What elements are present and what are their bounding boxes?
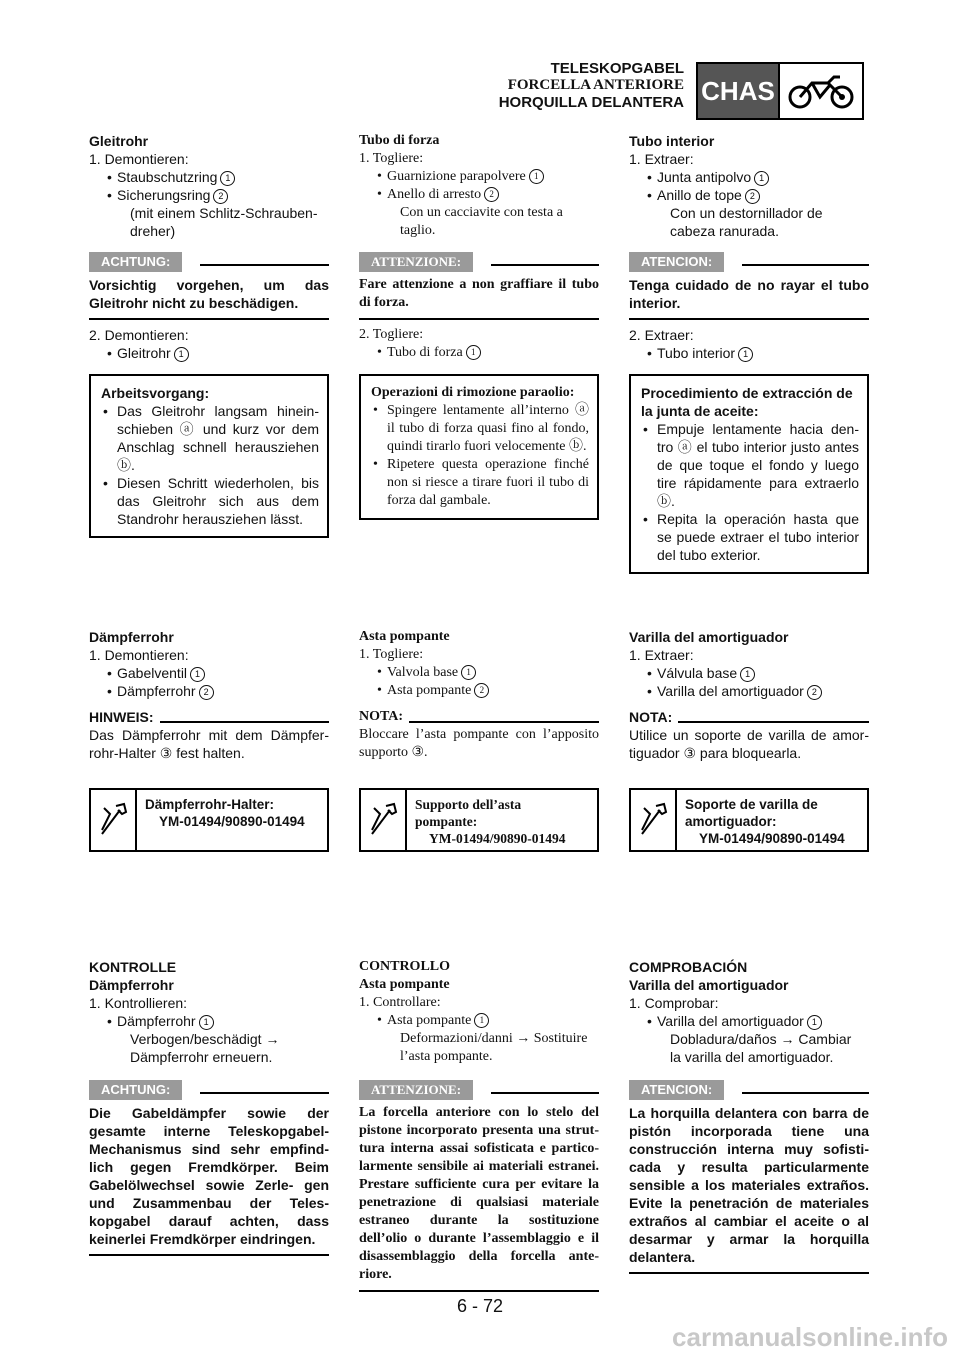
procedure-item: • Empuje lentamente hacia den- tro ⓐ el tubo interior justo antes de que toque el fondo y luego tire rápidamente para extraerlo ⓑ. [641, 420, 859, 510]
special-tool-text [407, 790, 597, 850]
note [629, 708, 869, 762]
section-1-es [629, 132, 869, 574]
bullet-item [89, 168, 329, 186]
special-tool-box [89, 788, 329, 852]
wrench-tool-icon [361, 790, 407, 850]
step-note: la varilla del amortiguador. [670, 1049, 834, 1065]
bullet-item-text: Dämpferrohr [117, 1013, 196, 1029]
bullet-item-text: Válvula base [657, 665, 738, 681]
warning-tag: ACHTUNG: [89, 1080, 182, 1100]
section-3-subtitle: Dämpferrohr [89, 977, 174, 993]
procedure-box [629, 374, 869, 574]
warning-rule [359, 1290, 599, 1292]
warning-1 [359, 252, 599, 320]
bullet-item-number: 1 [174, 347, 189, 362]
bullet-item-text: Staubschutzring [117, 169, 218, 185]
step-note: Verbogen/beschädigt → [130, 1031, 280, 1047]
section-2-title: Varilla del amortiguador [629, 629, 789, 645]
procedure-item: • Spingere lentamente all’interno ⓐ il tubo di forza quasi fino al fondo, quindi tirarlo fuori velocemente ⓑ. [371, 402, 589, 456]
note-line [678, 721, 869, 723]
bullet-item-text: Anello di arresto [387, 187, 482, 202]
bullet-item-text: Varilla del amortiguador [657, 683, 804, 699]
bullet-item-number: 2 [745, 189, 760, 204]
section-badge [696, 62, 864, 120]
tool-name-cont: amortiguador: [685, 814, 777, 829]
section-2-title: Dämpferrohr [89, 629, 174, 645]
warning-bar [629, 1080, 869, 1100]
bullet-item-text: Varilla del amortiguador [657, 1013, 804, 1029]
section-2-es [629, 628, 869, 852]
bullet-item-number: 2 [484, 187, 499, 202]
section-3-subtitle: Varilla del amortiguador [629, 977, 789, 993]
step-1: 1. Demontieren: [89, 151, 189, 167]
warning-line [491, 264, 599, 266]
warning-text: Vorsichtig vorgehen, um das Gleitrohr nicht zu beschädigen. [89, 277, 329, 311]
warning-bar [359, 252, 599, 272]
bullet-item [359, 344, 599, 362]
warning-bar [89, 252, 329, 272]
step-note: l’asta pompante. [400, 1049, 493, 1064]
bullet-item-number: 1 [740, 667, 755, 682]
bullet-item-number: 1 [199, 1015, 214, 1030]
step-2: 2. Togliere: [359, 327, 424, 342]
note-text: Das Dämpferrohr mit dem Dämpfer- rohr-Halter ③ fest halten. [89, 727, 329, 761]
tool-name: Dämpferrohr-Halter: [145, 797, 275, 812]
bullet-item-text: Valvola base [387, 665, 459, 680]
procedure-title: Arbeitsvorgang: [101, 385, 210, 401]
bullet-item-number: 2 [474, 683, 489, 698]
warning-rule [89, 1254, 329, 1256]
watermark: carmanualsonline.info [672, 1322, 948, 1352]
warning-line [491, 1092, 599, 1094]
procedure-item: • Das Gleitrohr langsam hinein- schieben ⓐ und kurz vor dem Anschlag schnell herausziehen ⓑ. [101, 402, 319, 474]
header-title-de: TELESKOPGABEL [550, 60, 684, 77]
warning-bar [629, 252, 869, 272]
bullet-item-text: Anillo de tope [657, 187, 742, 203]
section-label: CHAS [698, 64, 780, 118]
tool-part-number: YM-01494/90890-01494 [159, 814, 305, 829]
header-titles [499, 60, 684, 111]
warning-bar [359, 1080, 599, 1100]
note-tag: HINWEIS: [89, 709, 154, 725]
bullet-item [359, 664, 599, 682]
warning-2 [629, 1080, 869, 1274]
warning-bar [89, 1080, 329, 1100]
warning-tag: ATTENZIONE: [359, 1080, 473, 1100]
header-title-it: FORCELLA ANTERIORE [507, 77, 684, 93]
bullet-item-text: Dämpferrohr [117, 683, 196, 699]
warning-tag: ACHTUNG: [89, 252, 182, 272]
section-3-it [359, 958, 599, 1292]
step-note: cabeza ranurada. [670, 223, 779, 239]
warning-1 [629, 252, 869, 320]
warning-tag: ATTENZIONE: [359, 252, 473, 272]
procedure-box [359, 374, 599, 520]
bullet-item-text: Asta pompante [387, 683, 472, 698]
warning-line [200, 264, 329, 266]
bullet-item-number: 1 [754, 171, 769, 186]
warning-text: Fare attenzione a non graffiare il tubo di forza. [359, 277, 599, 310]
procedure-item: • Ripetere questa operazione finché non si riesce a tirare fuori il tubo di forza dal gambale. [371, 456, 589, 510]
step-2: 2. Extraer: [629, 327, 694, 343]
section-2-title: Asta pompante [359, 629, 450, 644]
note-line [160, 721, 329, 723]
step-1: 1. Extraer: [629, 647, 694, 663]
bullet-item-text: Gabelventil [117, 665, 188, 681]
note-text: Utilice un soporte de varilla de amor- tiguador ③ para bloquearla. [629, 727, 869, 761]
bullet-item-number: 1 [738, 347, 753, 362]
bullet-item [89, 344, 329, 362]
step-1: 1. Extraer: [629, 151, 694, 167]
step-1: 1. Togliere: [359, 151, 424, 166]
section-1-de [89, 132, 329, 538]
bullet-item [359, 168, 599, 186]
note-bar [89, 708, 329, 726]
step-note: dreher) [130, 223, 176, 239]
bullet-item [629, 682, 869, 700]
section-1-title: Gleitrohr [89, 133, 149, 149]
section-1-title: Tubo interior [629, 133, 715, 149]
warning-text: Tenga cuidado de no rayar el tubo interior. [629, 277, 869, 311]
bullet-item-text: Gleitrohr [117, 345, 171, 361]
section-1-title: Tubo di forza [359, 133, 440, 148]
warning-2 [89, 1080, 329, 1256]
bullet-item [359, 682, 599, 700]
procedure-title: Procedimiento de extracción de la junta de aceite: [641, 385, 853, 419]
bullet-item [629, 664, 869, 682]
procedure-item: • Repita la operación hasta que se puede extraer el tubo interior del tubo exterior. [641, 510, 859, 564]
bullet-item [359, 186, 599, 204]
bullet-item [629, 1012, 869, 1030]
warning-2 [359, 1080, 599, 1292]
bullet-item-number: 1 [807, 1015, 822, 1030]
tool-name: Soporte de varilla de [685, 797, 818, 812]
warning-text: La forcella anteriore con lo stelo del pistone incorporato presenta una strut- tura interna assai sofisticata e partico- larmente sensibile ai materiali estranei. Prestare sufficiente cura per evitare la penetrazione di qualsiasi materiale estraneo durante la sostituzione dell’olio o durante l’assemblaggio e il disassemblaggio della forcella ante- riore. [359, 1105, 599, 1282]
bullet-item-number: 1 [529, 169, 544, 184]
special-tool-text [677, 790, 867, 850]
warning-line [742, 1092, 869, 1094]
header-title-es: HORQUILLA DELANTERA [498, 94, 684, 111]
section-1-it [359, 132, 599, 520]
bullet-item-number: 1 [466, 345, 481, 360]
warning-rule [89, 318, 329, 320]
bullet-item [89, 664, 329, 682]
wrench-tool-icon [91, 790, 137, 850]
step-note: Dämpferrohr erneuern. [130, 1049, 273, 1065]
section-3-title: COMPROBACIÓN [629, 959, 748, 975]
tool-part-number: YM-01494/90890-01494 [699, 831, 845, 846]
note-bar [359, 708, 599, 726]
warning-line [200, 1092, 329, 1094]
procedure-title: Operazioni di rimozione paraolio: [371, 385, 575, 400]
bullet-item-text: Guarnizione parapolvere [387, 169, 526, 184]
bullet-item [89, 682, 329, 700]
bullet-item-number: 1 [190, 667, 205, 682]
bullet-item [629, 168, 869, 186]
step-note: (mit einem Schlitz-Schrauben- [130, 205, 318, 221]
step-note: Con un destornillador de [670, 205, 823, 221]
special-tool-text [137, 790, 327, 850]
warning-rule [629, 1272, 869, 1274]
bullet-item-number: 1 [220, 171, 235, 186]
bullet-item [629, 186, 869, 204]
motorcycle-icon [780, 64, 862, 118]
bullet-item-text: Tubo di forza [387, 345, 463, 360]
tool-name-cont: pompante: [415, 814, 478, 829]
page-header [364, 60, 864, 116]
warning-rule [629, 318, 869, 320]
section-3-title: KONTROLLE [89, 959, 177, 975]
bullet-item [359, 1012, 599, 1030]
bullet-item-number: 2 [213, 189, 228, 204]
warning-1 [89, 252, 329, 320]
tool-part-number: YM-01494/90890-01494 [429, 831, 566, 846]
bullet-item-number: 2 [199, 685, 214, 700]
bullet-item [629, 344, 869, 362]
step-1: 1. Togliere: [359, 647, 424, 662]
warning-tag: ATENCION: [629, 1080, 724, 1100]
step-1: 1. Comprobar: [629, 995, 719, 1011]
note [89, 708, 329, 762]
warning-tag: ATENCION: [629, 252, 724, 272]
warning-text: La horquilla delantera con barra de pistón incorporada tiene una construcción interna muy sofisti- cada y resulta particularmente sensible a los materiales extraños. Evite la penetración de materiales extraños al cambiar el aceite o al desarmar y armar la horquilla delantera. [629, 1105, 869, 1265]
section-3-es [629, 958, 869, 1274]
step-1: 1. Kontrollieren: [89, 995, 188, 1011]
note-line [409, 721, 599, 723]
step-note: Deformazioni/danni → Sostituire [400, 1031, 588, 1046]
section-3-de [89, 958, 329, 1256]
procedure-box [89, 374, 329, 538]
section-2-de [89, 628, 329, 852]
bullet-item [89, 1012, 329, 1030]
section-2-it [359, 628, 599, 852]
special-tool-box [359, 788, 599, 852]
warning-rule [359, 318, 599, 320]
procedure-item: • Diesen Schritt wiederholen, bis das Gleitrohr sich aus dem Standrohr herausziehen lässt. [101, 474, 319, 528]
note-tag: NOTA: [359, 709, 404, 724]
bullet-item-text: Junta antipolvo [657, 169, 752, 185]
note-bar [629, 708, 869, 726]
warning-line [742, 264, 869, 266]
bullet-item-text: Tubo interior [657, 345, 736, 361]
bullet-item-text: Sicherungsring [117, 187, 211, 203]
bullet-item-number: 1 [474, 1013, 489, 1028]
step-note: taglio. [400, 223, 436, 238]
section-3-title: CONTROLLO [359, 959, 451, 974]
warning-text: Die Gabeldämpfer sowie der gesamte interne Teleskopgabel- Mechanismus sind sehr empfind- lich gegen Fremdkörper. Beim Gabelölwechsel sowie Zerle- gen und Zusammenbau der Teles- kopgabel darauf achten, dass keinerlei Fremdkörper eindringen. [89, 1105, 329, 1247]
step-note: Con un cacciavite con testa a [400, 205, 563, 220]
note-text: Bloccare l’asta pompante con l’apposito supporto ③. [359, 727, 599, 760]
tool-name: Supporto dell’asta [415, 797, 522, 812]
step-1: 1. Demontieren: [89, 647, 189, 663]
step-1: 1. Controllare: [359, 995, 441, 1010]
note-tag: NOTA: [629, 709, 673, 725]
note [359, 708, 599, 762]
bullet-item [89, 186, 329, 204]
step-2: 2. Demontieren: [89, 327, 189, 343]
step-note: Dobladura/daños → Cambiar [670, 1031, 852, 1047]
wrench-tool-icon [631, 790, 677, 850]
bullet-item-number: 2 [807, 685, 822, 700]
bullet-item-text: Asta pompante [387, 1013, 472, 1028]
section-3-subtitle: Asta pompante [359, 977, 450, 992]
special-tool-box [629, 788, 869, 852]
bullet-item-number: 1 [461, 665, 476, 680]
page-number: 6 - 72 [456, 1296, 504, 1316]
